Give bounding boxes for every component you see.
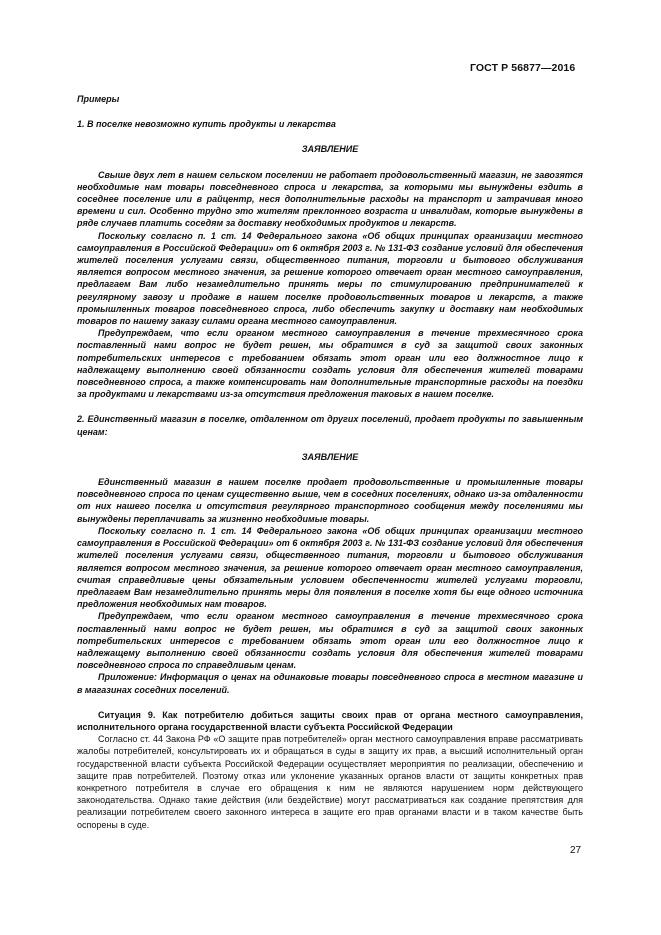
statement-2-paragraph-3: Предупреждаем, что если органом местного самоуправления в течение трехмесячного срока поставленный нами вопрос не будет решен, мы обратимся в суд за защитой своих законных потребительских интересов с требованием обязать этот орган или его должностное лицо к надлежащему выполнению своей обязанности создать условия для обеспечения жителей товарами повседневного спроса по справедливым ценам. <box>77 611 583 671</box>
statement-1-heading: ЗАЯВЛЕНИЕ <box>301 144 359 155</box>
statement-1-paragraph-2: Поскольку согласно п. 1 ст. 14 Федерального закона «Об общих принципах организации местного самоуправления в Российской Федерации» от 6 октября 2003 г. № 131-ФЗ создание условий для обеспечения жителей поселения услугами связи, общественного питания, торговли и бытового обслуживания является вопросом местного значения, за решение которого отвечает орган местного самоуправления, предлагаем Вам либо незамедлительно принять меры по стимулированию предпринимателей к регулярному завозу и продаже в нашем поселке продовольственных товаров и лекарств, а также промышленных товаров повседневного спроса, либо обеспечить закупку и доставку нам необходимых товаров по нашему заказу силами органа местного самоуправления. <box>77 230 583 327</box>
standard-number: ГОСТ Р 56877—2016 <box>470 62 576 74</box>
situation-9-text: Согласно ст. 44 Закона РФ «О защите прав потребителей» орган местного самоуправления вправе рассматривать жалобы потребителей, консультировать их и обращаться в суды в защиту их прав, а высший исполнительный орган государственной власти субъекта Российской Федерации осуществляет мероприятия по реализации, обеспечению и защите прав потребителей. Поэтому отказ или уклонение указанных органов власти от защиты конкретных прав конкретного потребителя в случае его обращения к ним не являются нарушением норм действующего законодательства. Однако такие действия (или бездействие) могут рассматриваться как создание препятствия для реализации потребителем своего законного интереса в защите его прав органами власти и в таком качестве быть оспорены в суде. <box>77 734 583 830</box>
page-body <box>77 93 583 831</box>
situation-9-title: Ситуация 9. Как потребителю добиться защиты своих прав от органа местного самоуправления, исполнительного органа государственной власти субъекта Российской Федерации <box>77 709 583 732</box>
statement-1-paragraph-1: Свыше двух лет в нашем сельском поселении не работает продовольственный магазин, не завозятся необходимые нам товары повседневного спроса и лекарства, за которыми мы вынуждены ездить в соседнее поселение или в райцентр, неся дополнительные расходы на транспорт и затрачивая много времени и сил. Особенно трудно это жителям преклонного возраста и инвалидам, которые вынуждены в ряде случаев платить соседям за доставку необходимых продуктов и лекарств. <box>77 169 583 229</box>
statement-2-appendix: Приложение: Информация о ценах на одинаковые товары повседневного спроса в местном магазине и в магазинах соседних поселений. <box>77 672 583 695</box>
example-2-title: 2. Единственный магазин в поселке, отдаленном от других поселений, продает продукты по завышенным ценам: <box>77 414 583 437</box>
examples-label: Примеры <box>77 94 120 104</box>
statement-2-paragraph-1: Единственный магазин в нашем поселке продает продовольственные и промышленные товары повседневного спроса по ценам существенно выше, чем в соседних поселениях, однако из-за отдаленности от них нашего поселка и отсутствия регулярного транспортного сообщения между поселениями мы вынуждены переплачивать за жизненно необходимые товары. <box>77 477 583 524</box>
page-number: 27 <box>570 845 582 856</box>
statement-1-paragraph-3: Предупреждаем, что если органом местного самоуправления в течение трехмесячного срока поставленный нами вопрос не будет решен, мы обратимся в суд за защитой своих законных потребительских интересов с требованием обязать этот орган или его должностное лицо к надлежащему выполнению своей обязанности создать условия для обеспечения жителей товарами повседневного спроса, а также компенсировать нам дополнительные транспортные расходы на поездки за продуктами и лекарствами из-за отсутствия предложения таковых в нашем поселке. <box>77 328 583 400</box>
statement-2-heading: ЗАЯВЛЕНИЕ <box>301 451 359 462</box>
example-1-title: 1. В поселке невозможно купить продукты и лекарства <box>77 119 336 130</box>
statement-2-paragraph-2: Поскольку согласно п. 1 ст. 14 Федерального закона «Об общих принципах организации местного самоуправления в Российской Федерации» от 6 октября 2003 г. № 131-ФЗ создание условий для обеспечения жителей поселения услугами связи, общественного питания, торговли и бытового обслуживания является вопросом местного значения, за решение которого отвечает орган местного самоуправления, считая справедливые цены обязательным условием обеспеченности жителей услугами торговли, предлагаем Вам незамедлительно принять меры для появления в поселке хотя бы еще одного источника предложения необходимых нам товаров. <box>77 525 583 610</box>
